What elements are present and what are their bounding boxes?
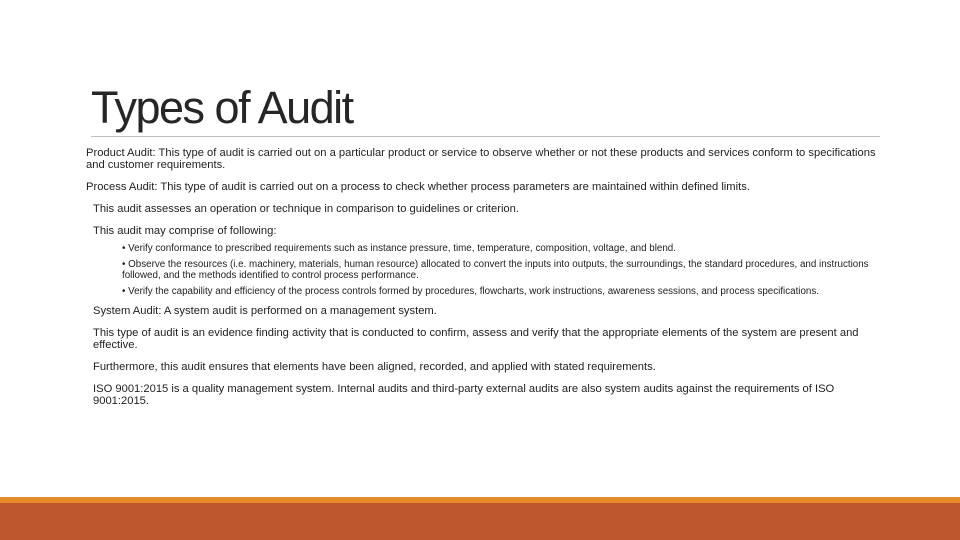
bullet-list <box>122 243 876 297</box>
paragraph-system-audit: System Audit: A system audit is performed on a management system. <box>93 305 437 317</box>
paragraph-furthermore: Furthermore, this audit ensures that elements have been aligned, recorded, and applied with stated requirements. <box>93 361 656 373</box>
footer-band <box>0 503 960 540</box>
paragraph-product-audit: Product Audit: This type of audit is carried out on a particular product or service to observe whether or not these products and services conform to specifications and customer requirements. <box>86 147 876 171</box>
paragraph-evidence-activity: This type of audit is an evidence finding activity that is conducted to confirm, assess and verify that the appropriate elements of the system are present and effective. <box>93 327 859 351</box>
paragraph-comprise-intro: This audit may comprise of following: <box>93 225 277 237</box>
paragraph-iso-9001: ISO 9001:2015 is a quality management system. Internal audits and third-party external audits are also system audits against the requirements of ISO 9001:2015. <box>93 383 835 407</box>
bullet-item: • Observe the resources (i.e. machinery, materials, human resource) allocated to convert the inputs into outputs, the surroundings, the standard procedures, and instructions followed, and the methods identified to control process performance. <box>122 259 869 281</box>
slide-body <box>86 147 876 417</box>
bullet-item: • Verify conformance to prescribed requirements such as instance pressure, time, temperature, composition, voltage, and blend. <box>122 243 676 254</box>
paragraph-process-assessment: This audit assesses an operation or technique in comparison to guidelines or criterion. <box>93 203 519 215</box>
title-divider <box>91 136 880 137</box>
bullet-item: • Verify the capability and efficiency of the process controls formed by procedures, flowcharts, work instructions, awareness sessions, and process specifications. <box>122 286 819 297</box>
slide-title: Types of Audit <box>91 82 353 133</box>
paragraph-process-audit: Process Audit: This type of audit is carried out on a process to check whether process parameters are maintained within defined limits. <box>86 181 750 193</box>
